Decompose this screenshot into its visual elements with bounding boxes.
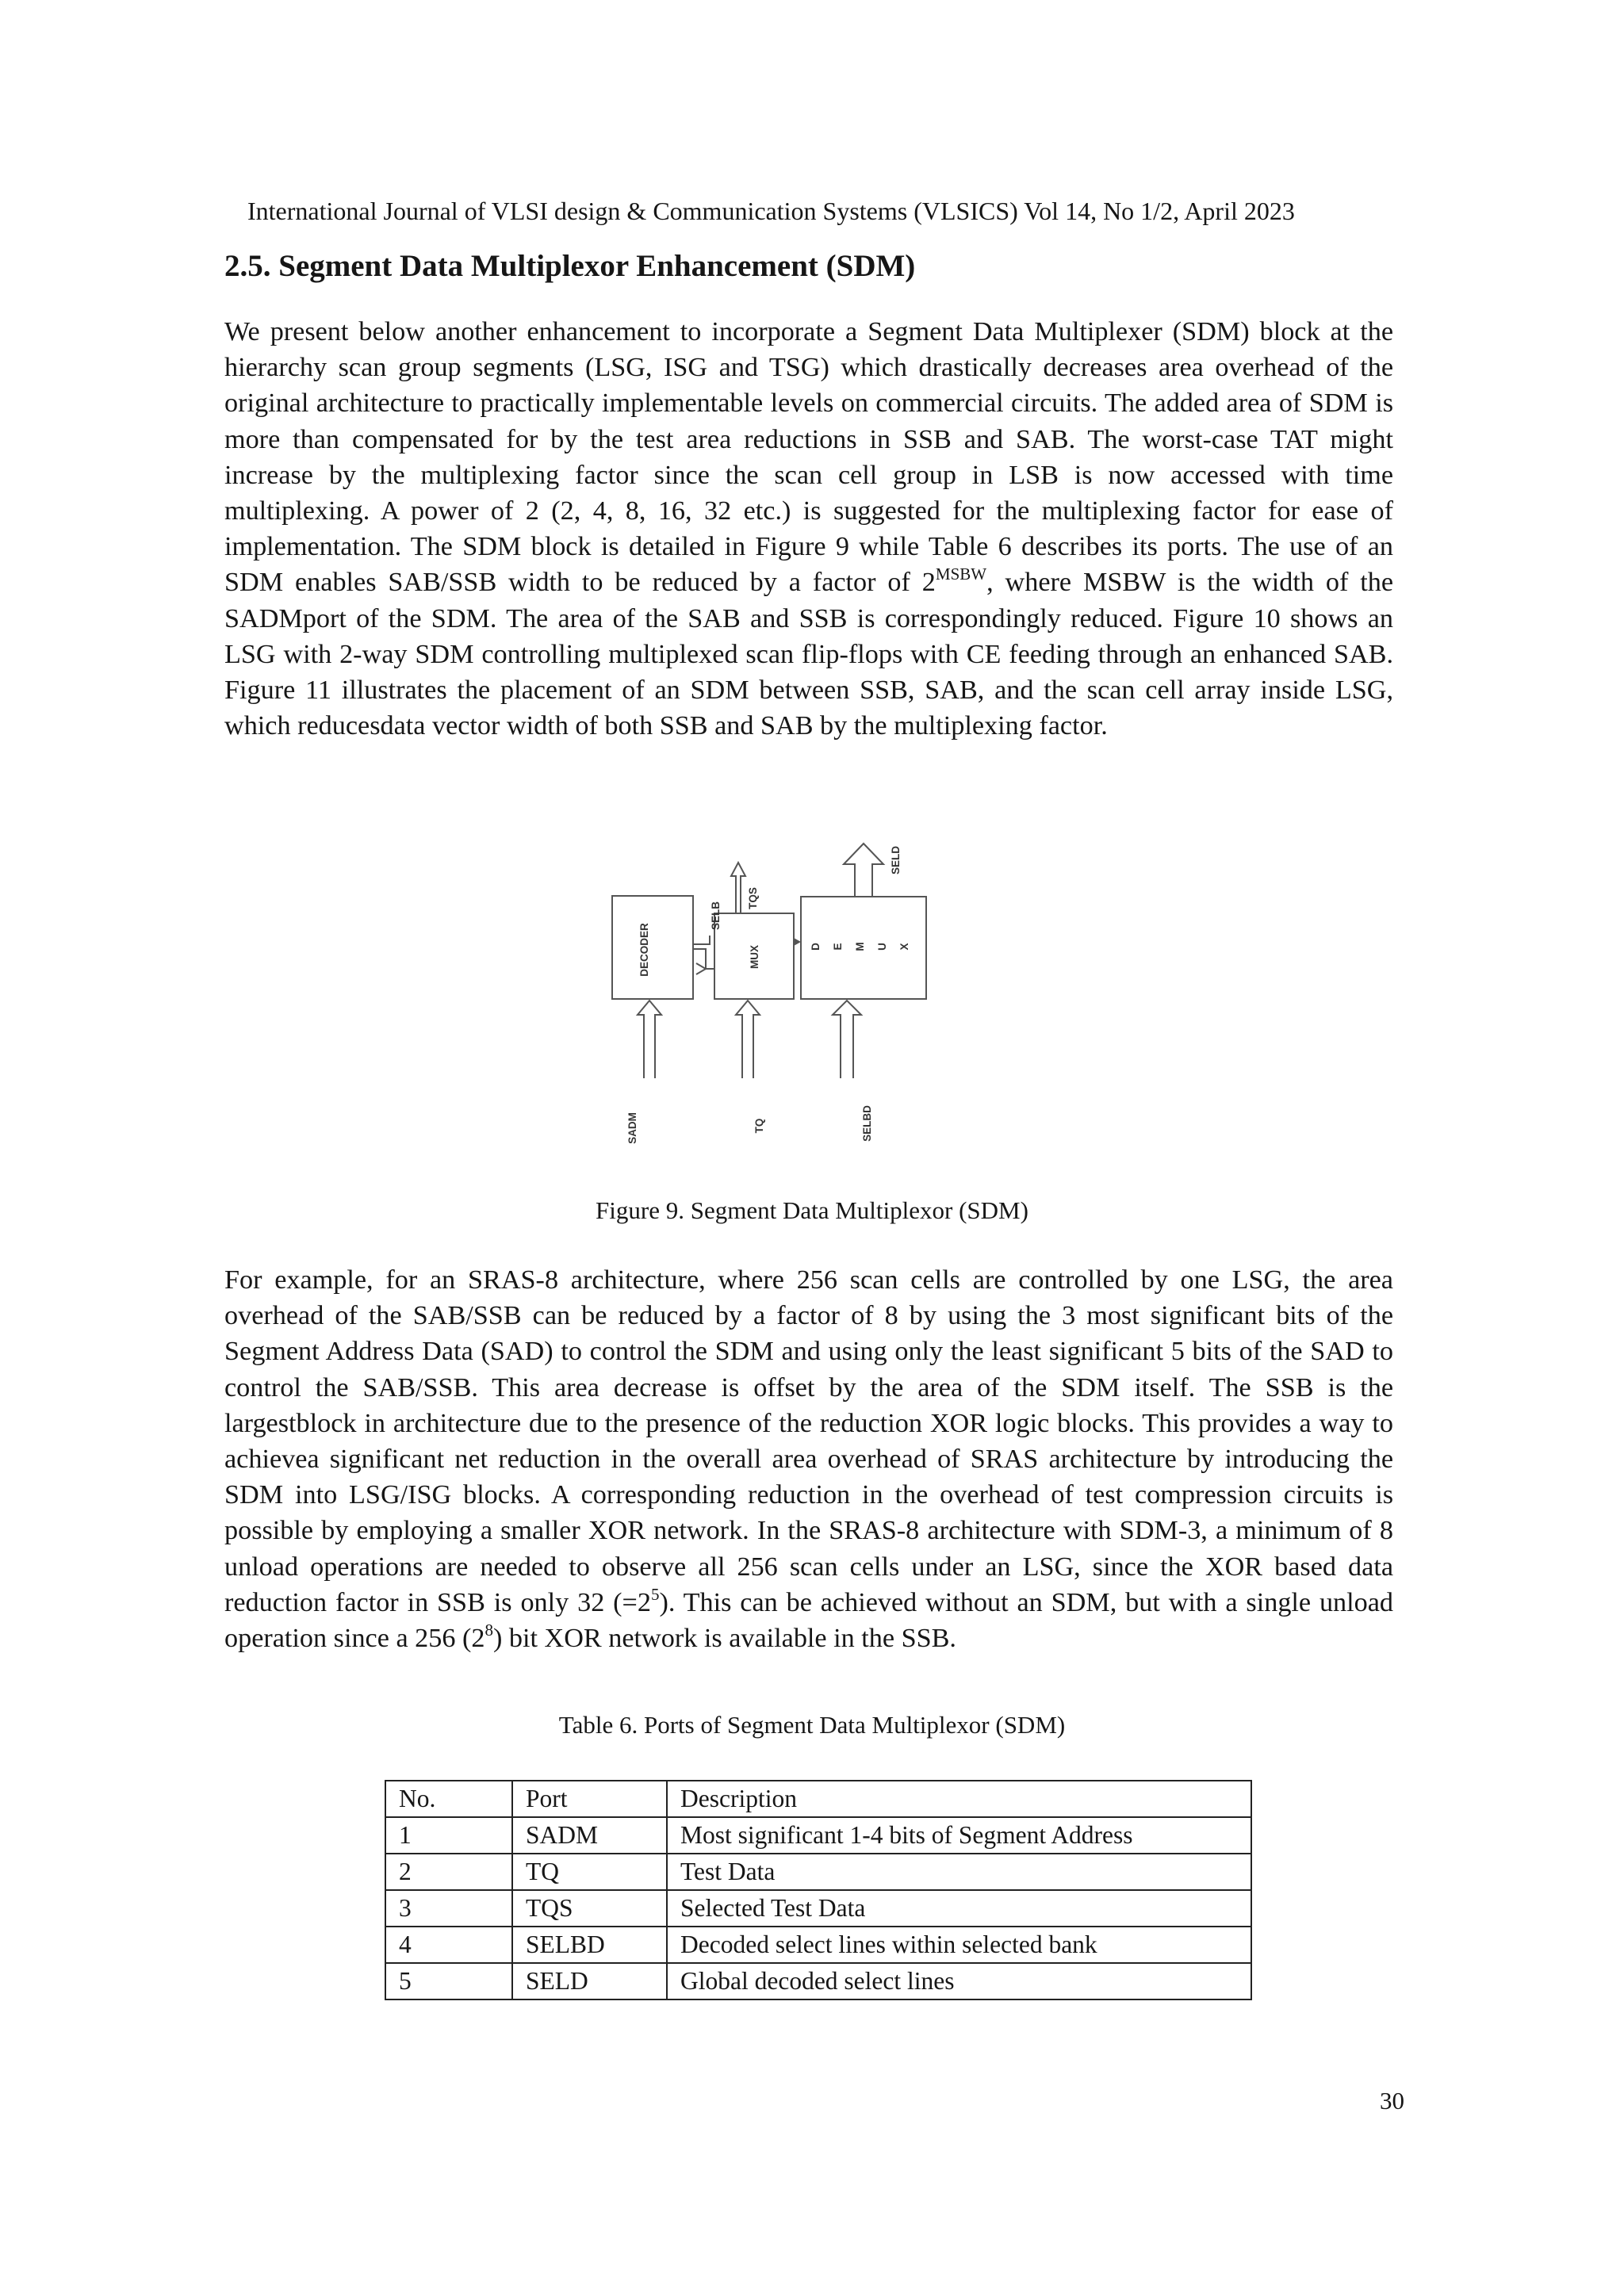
demux-letter-d: D bbox=[810, 943, 822, 951]
mux-label: MUX bbox=[749, 945, 760, 969]
sadm-input-arrow bbox=[638, 1001, 661, 1078]
seld-output-arrow bbox=[844, 844, 883, 897]
sadm-label: SADM bbox=[626, 1112, 638, 1144]
cell-port: SADM bbox=[512, 1817, 667, 1854]
cell-description: Most significant 1-4 bits of Segment Address bbox=[667, 1817, 1251, 1854]
cell-port: SELBD bbox=[512, 1927, 667, 1963]
cell-description: Selected Test Data bbox=[667, 1890, 1251, 1927]
table-6-caption: Table 6. Ports of Segment Data Multiplexor (SDM) bbox=[558, 1711, 1066, 1739]
paragraph-text: , where MSBW is the width of the SADMport of the SDM. The area of the SAB and SSB is correspondingly reduced. Figure 10 shows an LSG with 2-way SDM controlling multiplexed scan flip-flops with CE feeding through an enhanced SAB. Figure 11 illustrates the placement of an SDM between SSB, SAB, and the scan cell array inside LSG, which reducesdata vector width of both SSB and SAB by the multiplexing factor. bbox=[224, 568, 1393, 741]
table-row bbox=[385, 1890, 1251, 1927]
seld-label: SELD bbox=[890, 845, 902, 875]
paragraph-sras-example bbox=[224, 1262, 1393, 1656]
table-6-ports bbox=[385, 1780, 1252, 2000]
selbd-label: SELBD bbox=[861, 1105, 873, 1142]
cell-no: 5 bbox=[385, 1963, 512, 1999]
table-header-row bbox=[385, 1781, 1251, 1817]
demux-letter-e: E bbox=[832, 943, 844, 951]
paragraph-text: ) bit XOR network is available in the SSB. bbox=[492, 1624, 956, 1654]
table-row bbox=[385, 1963, 1251, 1999]
demux-letter-u: U bbox=[876, 943, 888, 951]
selbd-input-arrow bbox=[833, 1001, 861, 1078]
page-number: 30 bbox=[1380, 2087, 1404, 2114]
cell-no: 3 bbox=[385, 1890, 512, 1927]
cell-port: SELD bbox=[512, 1963, 667, 1999]
tqs-label: TQS bbox=[747, 887, 759, 909]
cell-port: TQ bbox=[512, 1854, 667, 1890]
decoder-block bbox=[612, 896, 693, 999]
paragraph-text: For example, for an SRAS-8 architecture, where 256 scan cells are controlled by one LSG, the area overhead of the SAB/SSB can be reduced by a factor of 8 by using the 3 most significant bits of the Segment Address Data (SAD) to control the SDM and using only the least significant 5 bits of the SAD to control the SAB/SSB. This area decrease is offset by the area of the SDM itself. The SSB is the largestblock in architecture due to the presence of the reduction XOR logic blocks. This provides a way to achievea significant net reduction in the overall area overhead of SRAS architecture by introducing the SDM into LSG/ISG blocks. A corresponding reduction in the overhead of test compression circuits is possible by employing a smaller XOR network. In the SRAS-8 architecture with SDM-3, a minimum of 8 unload operations are needed to observe all 256 scan cells under an LSG, since the XOR based data reduction factor in SSB is only 32 (=2 bbox=[224, 1265, 1393, 1617]
cell-no: 2 bbox=[385, 1854, 512, 1890]
figure-9-sdm-diagram bbox=[603, 817, 1158, 1158]
cell-no: 1 bbox=[385, 1817, 512, 1854]
section-heading: 2.5. Segment Data Multiplexor Enhancement (SDM) bbox=[224, 249, 916, 283]
decoder-mux-wire bbox=[693, 949, 714, 969]
figure-9-caption: Figure 9. Segment Data Multiplexor (SDM) bbox=[596, 1196, 1028, 1224]
cell-port: TQS bbox=[512, 1890, 667, 1927]
header-port: Port bbox=[512, 1781, 667, 1817]
sdm-block-diagram bbox=[603, 817, 1158, 1158]
cell-description: Test Data bbox=[667, 1854, 1251, 1890]
superscript-msbw: MSBW bbox=[935, 564, 987, 584]
demux-letter-m: M bbox=[854, 942, 866, 951]
cell-no: 4 bbox=[385, 1927, 512, 1963]
paragraph-text: We present below another enhancement to incorporate a Segment Data Multiplexer (SDM) block at the hierarchy scan group segments (LSG, ISG and TSG) which drastically decreases area overhead of the original architecture to practically implementable levels on commercial circuits. The added area of SDM is more than compensated for by the test area reductions in SSB and SAB. The worst-case TAT might increase by the multiplexing factor since the scan cell group in LSB is now accessed with time multiplexing. A power of 2 (2, 4, 8, 16, 32 etc.) is suggested for the multiplexing factor for ease of implementation. The SDM block is detailed in Figure 9 while Table 6 describes its ports. The use of an SDM enables SAB/SSB width to be reduced by a factor of 2 bbox=[224, 317, 1393, 598]
table-row bbox=[385, 1817, 1251, 1854]
paragraph-text: ). This can be achieved without an SDM, but with a single unload operation since a 256 (2 bbox=[224, 1587, 1394, 1654]
decoder-mux-arrowhead bbox=[696, 963, 706, 974]
cell-description: Decoded select lines within selected bank bbox=[667, 1927, 1251, 1963]
header-description: Description bbox=[667, 1781, 1251, 1817]
tq-input-arrow bbox=[736, 1001, 760, 1078]
header-no: No. bbox=[385, 1781, 512, 1817]
decoder-label: DECODER bbox=[638, 923, 650, 977]
cell-description: Global decoded select lines bbox=[667, 1963, 1251, 1999]
tq-label: TQ bbox=[753, 1118, 765, 1134]
running-header: International Journal of VLSI design & Communication Systems (VLSICS) Vol 14, No 1/2, April 2023 bbox=[247, 197, 1295, 225]
table-row bbox=[385, 1927, 1251, 1963]
superscript-5: 5 bbox=[650, 1584, 660, 1604]
selb-wire bbox=[693, 936, 710, 944]
selb-label: SELB bbox=[710, 901, 722, 931]
mux-demux-arrowhead bbox=[794, 938, 801, 946]
demux-letter-x: X bbox=[898, 943, 910, 951]
superscript-8: 8 bbox=[485, 1621, 493, 1640]
paragraph-sdm-intro bbox=[224, 314, 1393, 744]
table-row bbox=[385, 1854, 1251, 1890]
tqs-output-arrow bbox=[731, 863, 745, 913]
